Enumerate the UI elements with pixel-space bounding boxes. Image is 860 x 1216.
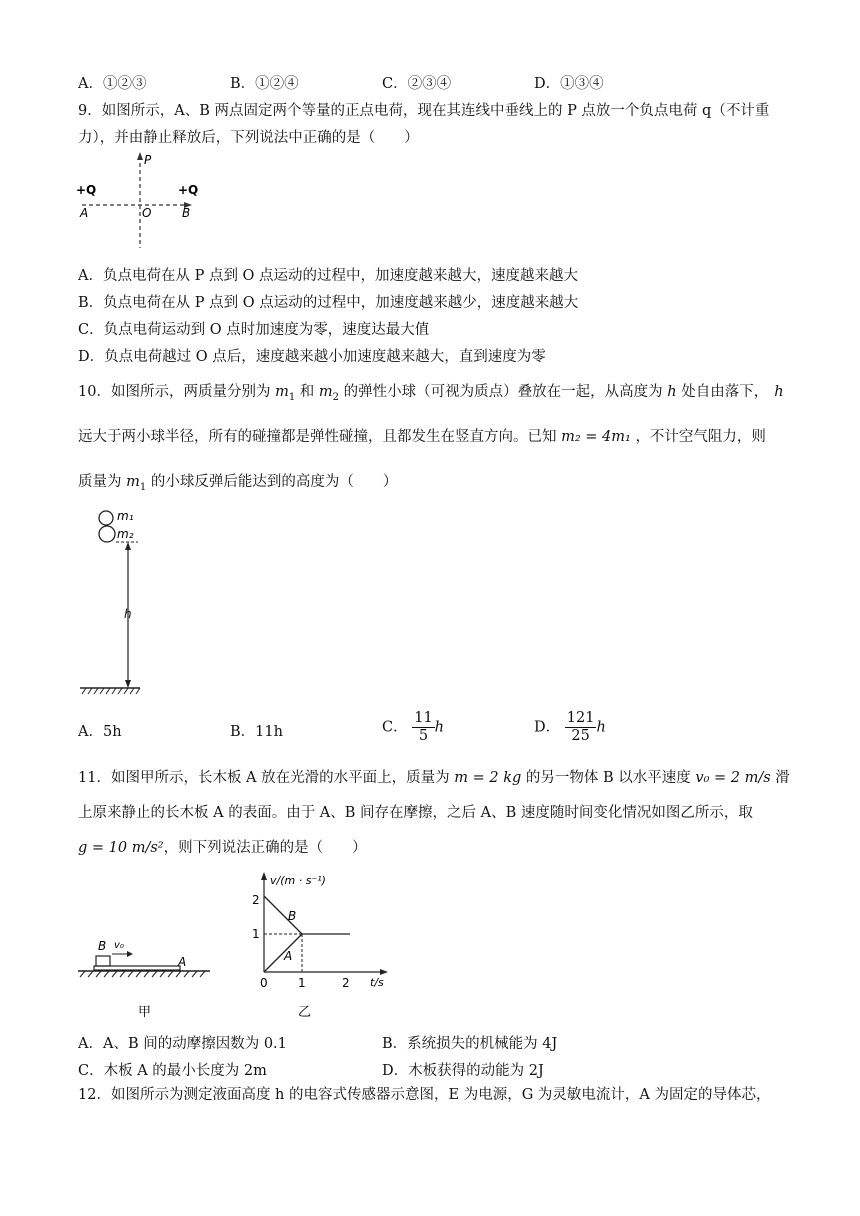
q9-label-qb: +Q <box>178 183 199 197</box>
q11-initial-speed: v₀ = 2 m/s <box>695 770 771 786</box>
q9-option-d: D．负点电荷越过 O 点后，速度越来越小加速度越来越大，直到速度为零 <box>78 349 546 365</box>
q11-jia-caption: 甲 <box>138 1005 152 1020</box>
q11-yi-ylabel: v/(m · s⁻¹) <box>270 874 326 887</box>
q9-option-a: A．负点电荷在从 P 点到 O 点运动的过程中，加速度越来越大，速度越来越大 <box>78 268 579 284</box>
q10-label-m1: m₁ <box>117 509 134 523</box>
q11-option-a: A．A、B 间的动摩擦因数为 0.1 <box>78 1036 287 1052</box>
q9-option-c: C．负点电荷运动到 O 点时加速度为零，速度达最大值 <box>78 322 430 338</box>
q11-gravity: g = 10 m/s² <box>78 840 164 856</box>
q8-option-c: C．②③④ <box>382 76 452 92</box>
q8-option-d: D．①③④ <box>534 76 604 92</box>
q9-label-qa: +Q <box>76 183 97 197</box>
q9-label-o: O <box>142 206 152 220</box>
q9-label-b: B <box>182 206 191 220</box>
q10-mass-relation: m₂ = 4m₁ <box>561 429 631 445</box>
q11-yi-tick-x2: 2 <box>342 976 350 990</box>
q11-yi-tick-x0: 0 <box>260 976 268 990</box>
q11-yi-tick-x1: 1 <box>298 976 306 990</box>
q8-option-a: A．①②③ <box>78 76 147 92</box>
q10-stem-line3: 质量为 $m_1$ 的小球反弹后能达到的高度为（ ） <box>78 474 398 493</box>
q11-option-c: C．木板 A 的最小长度为 2m <box>78 1063 267 1079</box>
q10-option-d: D． $\frac{121}{25}$ h <box>534 710 606 744</box>
q11-figure-jia <box>76 934 216 1022</box>
q10-label-m2: m₂ <box>117 527 134 541</box>
q11-stem-line1: 11．如图甲所示，长木板 A 放在光滑的水平面上，质量为 m = 2 kg 的另一物体 B 以水平速度 v₀ = 2 m/s 滑 <box>78 770 790 786</box>
q9-option-b: B．负点电荷在从 P 点到 O 点运动的过程中，加速度越来越少，速度越来越大 <box>78 295 579 311</box>
q10-label-h: h <box>124 607 132 621</box>
q10-option-a: A．5h <box>78 724 122 740</box>
q11-yi-tick-y2: 2 <box>252 893 260 907</box>
q9-stem-line2: 力），并由静止释放后，下列说法中正确的是（ ） <box>78 130 419 146</box>
q10-option-c: C． $\frac{11}{5}$ h <box>382 710 445 744</box>
q10-drop-figure <box>76 506 148 698</box>
q11-mass: m = 2 kg <box>454 770 522 786</box>
q10-stem-line1: 10．如图所示，两质量分别为 $m_1$ 和 $m_2$ 的弹性小球（可视为质点）叠放在一起，从高度为 h 处自由落下， h <box>78 384 784 403</box>
q9-stem-line1: 9．如图所示，A、B 两点固定两个等量的正点电荷，现在其连线中垂线上的 P 点放一个负点电荷 q（不计重 <box>78 103 770 119</box>
q11-yi-caption: 乙 <box>298 1005 312 1020</box>
q11-stem-line2: 上原来静止的长木板 A 的表面。由于 A、B 间存在摩擦，之后 A、B 速度随时间变化情况如图乙所示，取 <box>78 805 753 821</box>
q11-yi-line-b: B <box>288 909 297 923</box>
q11-jia-label-b: B <box>98 939 107 953</box>
q10-stem-line2: 远大于两小球半径，所有的碰撞都是弹性碰撞，且都发生在竖直方向。已知 m₂ = 4m₁ ，不计空气阻力，则 <box>78 429 766 445</box>
q11-stem-line3: g = 10 m/s²，则下列说法正确的是（ ） <box>78 840 367 856</box>
q11-figure-yi <box>244 870 404 1022</box>
q9-label-a: A <box>80 206 89 220</box>
q10-option-b: B．11h <box>230 724 283 740</box>
q11-yi-tick-y1: 1 <box>252 927 260 941</box>
q11-yi-xlabel: t/s <box>370 976 384 989</box>
q11-option-d: D．木板获得的动能为 2J <box>382 1063 544 1079</box>
q12-stem-line1: 12．如图所示为测定液面高度 h 的电容式传感器示意图，E 为电源，G 为灵敏电流计，A 为固定的导体芯， <box>78 1087 771 1103</box>
q11-yi-line-a: A <box>284 949 293 963</box>
q8-option-b: B．①②④ <box>230 76 299 92</box>
q9-charge-figure <box>72 150 212 252</box>
q9-label-p: P <box>144 153 152 167</box>
q11-jia-label-a: A <box>178 955 187 969</box>
q11-jia-label-v0: v₀ <box>114 940 124 951</box>
q11-option-b: B．系统损失的机械能为 4J <box>382 1036 558 1052</box>
